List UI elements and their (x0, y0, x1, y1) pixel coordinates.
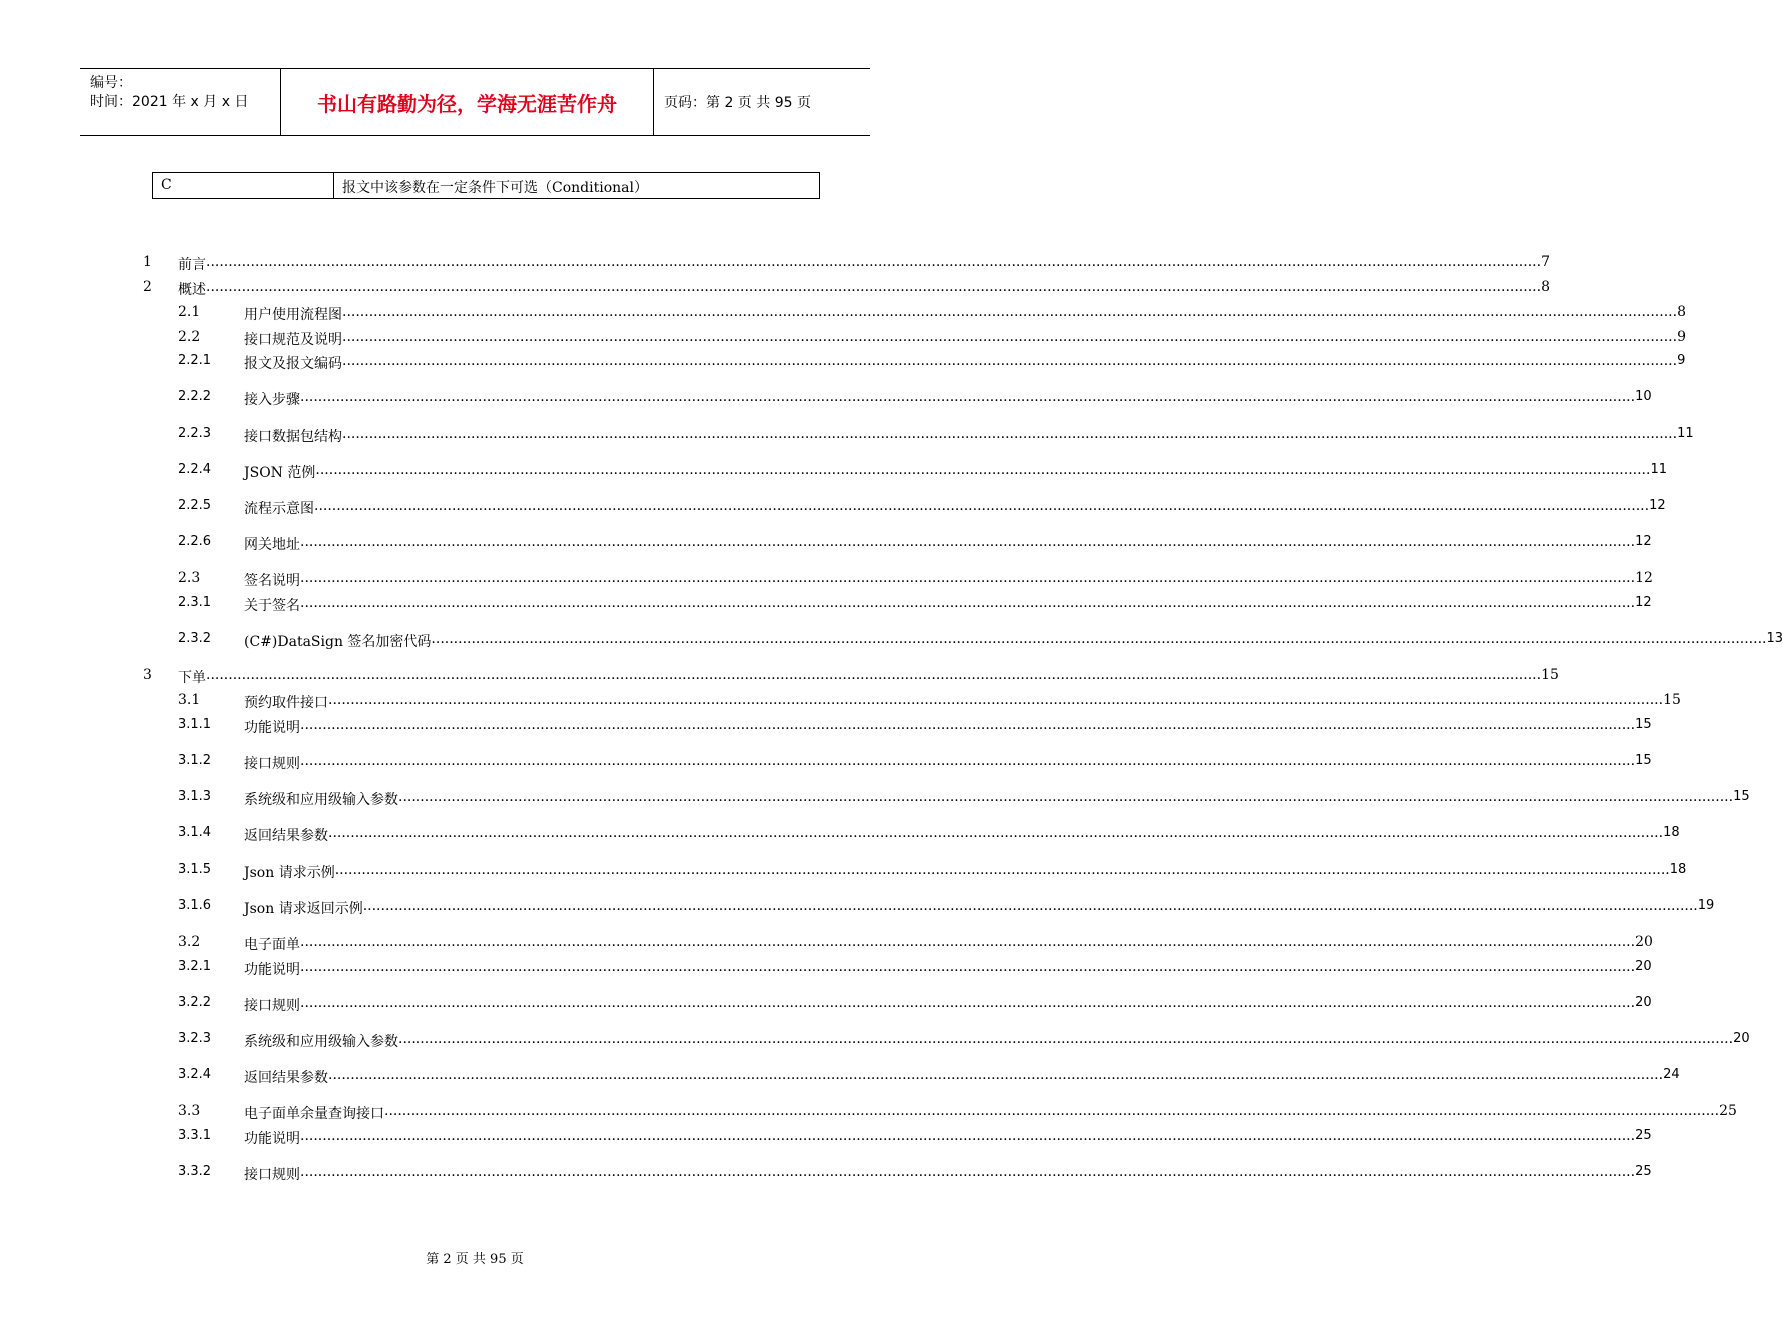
toc-number: 2.2.4 (178, 462, 212, 477)
toc-leader-dots: ............................................................................................................................................................................................................................................................................................................ (206, 279, 1542, 295)
toc-title: 前言 (178, 257, 206, 273)
param-description: 报文中该参数在一定条件下可选（Conditional） (342, 180, 648, 196)
toc-title: 用户使用流程图 (244, 307, 342, 323)
toc-entry[interactable] (0, 692, 1681, 712)
toc-page-number: 15 (1733, 789, 1750, 804)
toc-leader-dots: ............................................................................................................................................................................................................................................................................................................ (206, 254, 1542, 270)
toc-leader-dots: ............................................................................................................................................................................................................................................................................................................ (342, 353, 1678, 369)
toc-leader-dots: ............................................................................................................................................................................................................................................................................................................ (300, 959, 1636, 975)
toc-title: (C#)DataSign 签名加密代码 (244, 634, 432, 650)
toc-entry[interactable] (0, 353, 1686, 373)
toc-entry[interactable] (0, 631, 1783, 651)
toc-page-number: 15 (1663, 692, 1681, 708)
toc-leader-dots: ............................................................................................................................................................................................................................................................................................................ (315, 462, 1651, 478)
toc-number: 2.2.5 (178, 498, 212, 513)
toc-number: 3.3.2 (178, 1164, 212, 1179)
toc-title: 功能说明 (244, 1131, 300, 1147)
toc-entry[interactable] (0, 329, 1686, 349)
page-footer: 第 2 页 共 95 页 (426, 1252, 524, 1267)
toc-entry[interactable] (0, 667, 1559, 687)
toc-title: 功能说明 (244, 962, 300, 978)
toc-page-number: 9 (1677, 329, 1686, 345)
toc-entry[interactable] (0, 426, 1694, 446)
toc-leader-dots: ............................................................................................................................................................................................................................................................................................................ (300, 753, 1636, 769)
toc-title: JSON 范例 (244, 465, 316, 481)
toc-entry[interactable] (0, 279, 1550, 299)
toc-leader-dots: ............................................................................................................................................................................................................................................................................................................ (342, 426, 1678, 442)
toc-entry[interactable] (0, 717, 1652, 737)
toc-page-number: 15 (1635, 753, 1652, 768)
toc-page-number: 12 (1635, 595, 1652, 610)
toc-title: 返回结果参数 (244, 828, 328, 844)
toc-leader-dots: ............................................................................................................................................................................................................................................................................................................ (328, 1067, 1664, 1083)
toc-leader-dots: ............................................................................................................................................................................................................................................................................................................ (300, 389, 1636, 405)
toc-entry[interactable] (0, 570, 1653, 590)
toc-page-number: 7 (1541, 254, 1550, 270)
toc-title: 下单 (178, 670, 206, 686)
toc-title: Json 请求返回示例 (244, 901, 363, 917)
toc-entry[interactable] (0, 1031, 1750, 1051)
toc-page-number: 25 (1635, 1128, 1652, 1143)
toc-leader-dots: ............................................................................................................................................................................................................................................................................................................ (431, 631, 1767, 647)
toc-number: 2.1 (178, 304, 201, 320)
toc-page-number: 24 (1663, 1067, 1680, 1082)
toc-leader-dots: ............................................................................................................................................................................................................................................................................................................ (328, 825, 1664, 841)
toc-title: 电子面单余量查询接口 (244, 1106, 384, 1122)
toc-entry[interactable] (0, 1103, 1737, 1123)
toc-number: 3.1 (178, 692, 201, 708)
toc-number: 2.2.3 (178, 426, 212, 441)
toc-title: Json 请求示例 (244, 865, 335, 881)
toc-leader-dots: ............................................................................................................................................................................................................................................................................................................ (362, 898, 1698, 914)
toc-number: 2.2.1 (178, 353, 212, 368)
toc-page-number: 10 (1635, 389, 1652, 404)
toc-leader-dots: ............................................................................................................................................................................................................................................................................................................ (342, 329, 1678, 345)
toc-title: 接口规则 (244, 1167, 300, 1183)
toc-leader-dots: ............................................................................................................................................................................................................................................................................................................ (300, 534, 1636, 550)
toc-number: 3.3.1 (178, 1128, 212, 1143)
toc-title: 预约取件接口 (244, 695, 328, 711)
toc-entry[interactable] (0, 595, 1652, 615)
toc-number: 2.3.1 (178, 595, 212, 610)
toc-entry[interactable] (0, 898, 1715, 918)
toc-leader-dots: ............................................................................................................................................................................................................................................................................................................ (300, 595, 1636, 611)
toc-leader-dots: ............................................................................................................................................................................................................................................................................................................ (328, 692, 1664, 708)
toc-page-number: 15 (1541, 667, 1559, 683)
toc-leader-dots: ............................................................................................................................................................................................................................................................................................................ (300, 995, 1636, 1011)
toc-page-number: 11 (1650, 462, 1667, 477)
toc-number: 1 (143, 254, 152, 270)
toc-leader-dots: ............................................................................................................................................................................................................................................................................................................ (300, 1164, 1636, 1180)
number-label: 编号： (90, 75, 132, 91)
toc-title: 系统级和应用级输入参数 (244, 1034, 398, 1050)
toc-title: 流程示意图 (244, 501, 314, 517)
toc-page-number: 25 (1719, 1103, 1737, 1119)
toc-page-number: 11 (1677, 426, 1694, 441)
toc-number: 2.2 (178, 329, 201, 345)
toc-page-number: 18 (1663, 825, 1680, 840)
toc-entry[interactable] (0, 1067, 1680, 1087)
toc-number: 2.3.2 (178, 631, 212, 646)
toc-page-number: 8 (1541, 279, 1550, 295)
toc-title: 报文及报文编码 (244, 356, 342, 372)
toc-title: 关于签名 (244, 598, 300, 614)
toc-entry[interactable] (0, 1164, 1652, 1184)
toc-leader-dots: ............................................................................................................................................................................................................................................................................................................ (398, 1031, 1734, 1047)
toc-page-number: 12 (1635, 570, 1653, 586)
toc-leader-dots: ............................................................................................................................................................................................................................................................................................................ (334, 862, 1670, 878)
toc-entry[interactable] (0, 825, 1680, 845)
toc-title: 功能说明 (244, 720, 300, 736)
toc-page-number: 20 (1733, 1031, 1750, 1046)
header-page-info: 页码：第 2 页 共 95 页 (664, 95, 811, 111)
toc-title: 电子面单 (244, 937, 300, 953)
toc-page-number: 19 (1697, 898, 1715, 913)
toc-number: 3.2 (178, 934, 201, 950)
toc-entry[interactable] (0, 534, 1652, 554)
toc-leader-dots: ............................................................................................................................................................................................................................................................................................................ (342, 304, 1678, 320)
param-code: C (153, 173, 334, 198)
toc-entry[interactable] (0, 934, 1653, 954)
toc-title: 接口规范及说明 (244, 332, 342, 348)
toc-leader-dots: ............................................................................................................................................................................................................................................................................................................ (206, 667, 1542, 683)
toc-title: 系统级和应用级输入参数 (244, 792, 398, 808)
toc-leader-dots: ............................................................................................................................................................................................................................................................................................................ (300, 717, 1636, 733)
motto: 书山有路勤为径，学海无涯苦作舟 (281, 69, 654, 135)
toc-entry[interactable] (0, 462, 1667, 482)
toc-number: 3.2.2 (178, 995, 212, 1010)
toc-page-number: 12 (1635, 534, 1652, 549)
toc-entry[interactable] (0, 789, 1750, 809)
toc-leader-dots: ............................................................................................................................................................................................................................................................................................................ (314, 498, 1650, 514)
toc-leader-dots: ............................................................................................................................................................................................................................................................................................................ (300, 570, 1636, 586)
toc-leader-dots: ............................................................................................................................................................................................................................................................................................................ (398, 789, 1734, 805)
toc-entry[interactable] (0, 1128, 1652, 1148)
toc-title: 网关地址 (244, 537, 300, 553)
toc-number: 3.1.1 (178, 717, 212, 732)
toc-entry[interactable] (0, 304, 1686, 324)
toc-title: 概述 (178, 282, 206, 298)
toc-page-number: 8 (1677, 304, 1686, 320)
toc-title: 返回结果参数 (244, 1070, 328, 1086)
toc-number: 2.2.2 (178, 389, 212, 404)
toc-leader-dots: ............................................................................................................................................................................................................................................................................................................ (300, 934, 1636, 950)
toc-number: 3.2.3 (178, 1031, 212, 1046)
toc-number: 3.2.4 (178, 1067, 212, 1082)
toc-title: 签名说明 (244, 573, 300, 589)
param-table (152, 172, 820, 199)
toc-number: 3.1.6 (178, 898, 212, 913)
toc-entry[interactable] (0, 862, 1687, 882)
toc-leader-dots: ............................................................................................................................................................................................................................................................................................................ (300, 1128, 1636, 1144)
toc-title: 接口规则 (244, 998, 300, 1014)
toc-entry[interactable] (0, 753, 1652, 773)
toc-leader-dots: ............................................................................................................................................................................................................................................................................................................ (384, 1103, 1720, 1119)
toc-number: 2 (143, 279, 152, 295)
toc-page-number: 9 (1677, 353, 1686, 368)
toc-title: 接入步骤 (244, 392, 300, 408)
toc-number: 3.3 (178, 1103, 201, 1119)
toc-entry[interactable] (0, 389, 1652, 409)
toc-title: 接口数据包结构 (244, 429, 342, 445)
toc-number: 3.1.3 (178, 789, 212, 804)
toc-page-number: 20 (1635, 959, 1652, 974)
toc-page-number: 20 (1635, 934, 1653, 950)
toc-number: 2.2.6 (178, 534, 212, 549)
toc-entry[interactable] (0, 995, 1652, 1015)
toc-entry[interactable] (0, 498, 1666, 518)
toc-page-number: 13 (1766, 631, 1783, 646)
toc-page-number: 25 (1635, 1164, 1652, 1179)
date-label: 时间：2021 年 x 月 x 日 (90, 94, 249, 110)
toc-entry[interactable] (0, 254, 1550, 274)
toc-number: 3.1.2 (178, 753, 212, 768)
toc-page-number: 15 (1635, 717, 1652, 732)
page-header (80, 68, 870, 136)
toc-number: 3 (143, 667, 152, 683)
toc-page-number: 18 (1669, 862, 1687, 877)
toc-page-number: 12 (1649, 498, 1666, 513)
toc-entry[interactable] (0, 959, 1652, 979)
toc-number: 3.1.5 (178, 862, 212, 877)
header-meta-cell (80, 69, 281, 135)
toc-number: 2.3 (178, 570, 201, 586)
toc-number: 3.1.4 (178, 825, 212, 840)
toc-title: 接口规则 (244, 756, 300, 772)
toc-number: 3.2.1 (178, 959, 212, 974)
toc-page-number: 20 (1635, 995, 1652, 1010)
